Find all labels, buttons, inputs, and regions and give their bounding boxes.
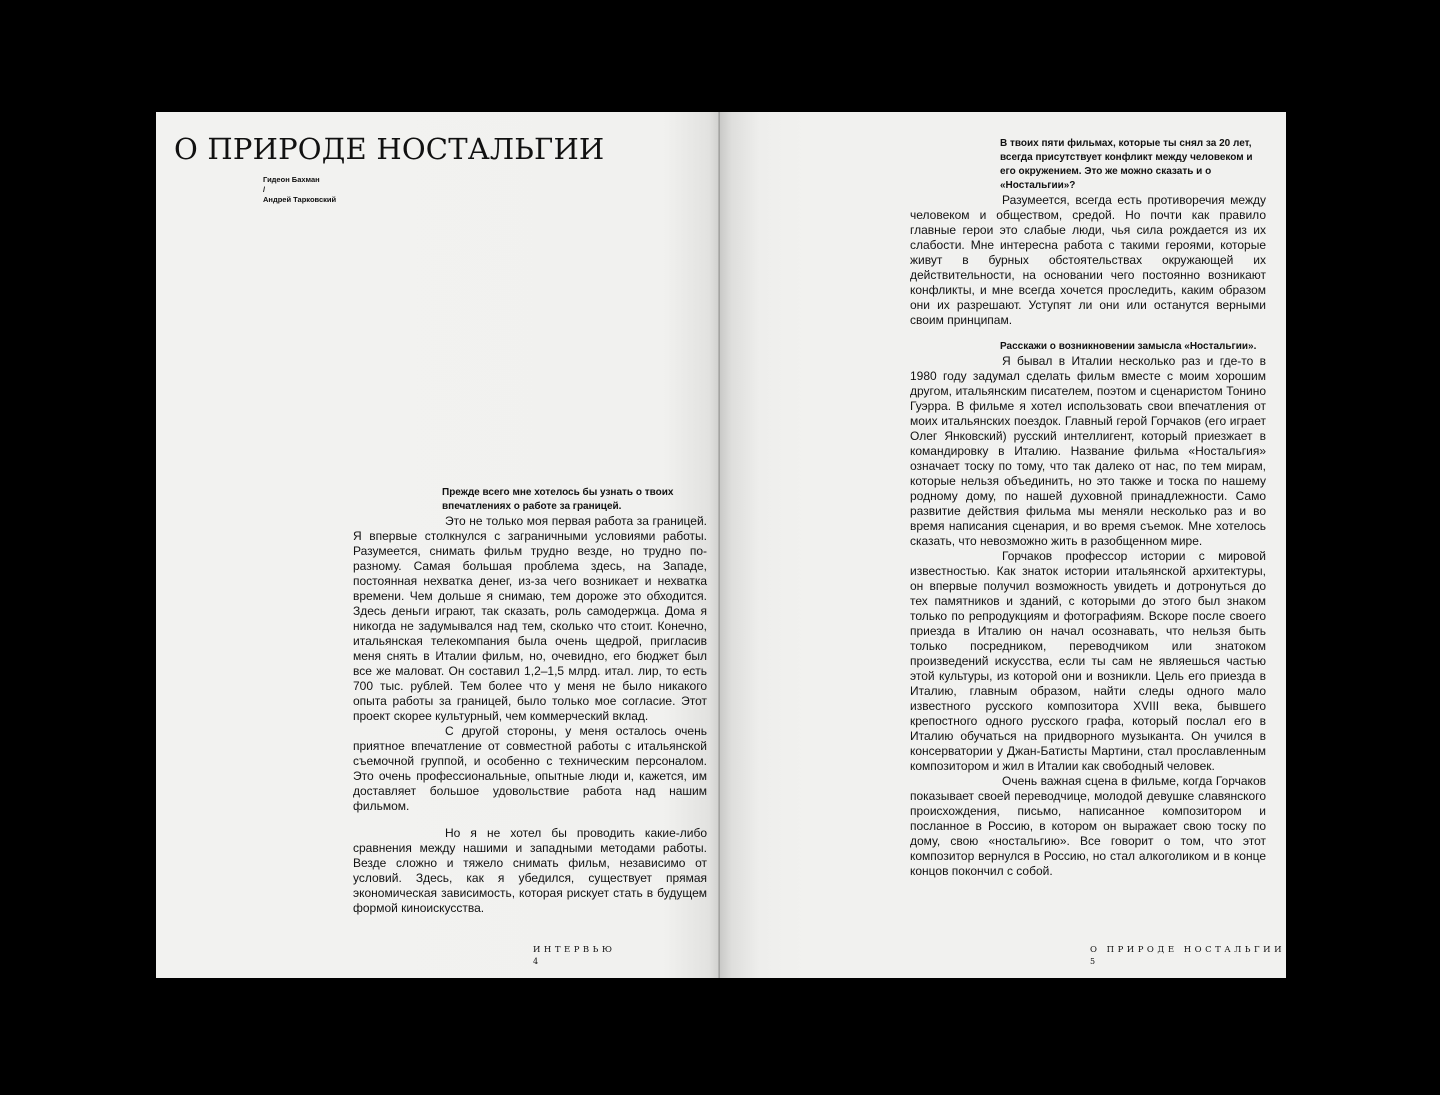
paragraph: Это не только моя первая работа за границей. Я впервые столкнулся с заграничными условиями работы. Разумеется, снимать фильм трудно везде, но трудно по-разному. Самая большая проблема здесь, на Западе, постоянная нехватка денег, из-за чего возникает и нехватка времени. Чем дольше я снимаю, тем дороже это обходится. Здесь деньги играют, так сказать, роль самодержца. Дома я никогда не задумывался над тем, сколько что стоит. Конечно, итальянская телекомпания была очень щедрой, пригласив меня снять в Италии фильм, но, очевидно, его бюджет был все же маловат. Он составил 1,2–1,5 млрд. итал. лир, то есть 700 тыс. рублей. Тем более что у меня не было никакого опыта работы за границей, было только мое согласие. Этот проект скорее культурный, чем коммерческий вклад. (353, 514, 707, 723)
byline-interviewer: Гидеон Бахман (263, 175, 320, 184)
left-page (156, 112, 720, 978)
paragraph: Но я не хотел бы проводить какие-либо сравнения между нашими и западными методами работы. Везде сложно и тяжело снимать фильм, независимо от условий. Здесь, как я убедился, существует прямая экономическая зависимость, которая рискует стать в будущем формой киноискусства. (353, 826, 707, 915)
question: Расскажи о возникновении замысла «Ностальгии». (1000, 341, 1257, 352)
page-number: 4 (533, 957, 539, 966)
paragraph: Очень важная сцена в фильме, когда Горчаков показывает своей переводчице, молодой девушке славянского происхождения, письмо, написанное композитором и посланное в Россию, в котором он выражает свою тоску по дому, свою «ностальгию». Все говорит о том, что этот композитор вернулся в Россию, но стал алкоголиком и в конце концов покончил с собой. (910, 774, 1266, 878)
paragraph: Горчаков профессор истории с мировой известностью. Как знаток истории итальянской архитектуры, он впервые получил возможность увидеть и дотронуться до тех памятников и зданий, с которыми до этого был знаком только по репродукциям и фотографиям. Вскоре после своего приезда в Италию он начал осознавать, что нельзя быть только посредником, переводчиком или знатоком произведений искусства, если ты сам не являешься частью этой культуры, из которой они и возникли. Цель его приезда в Италию, главным образом, найти следы одного мало известного русского композитора XVIII века, бывшего крепостного одного русского графа, который послал его в Италию обучаться на придворного музыканта. Он учился в консерватории у Джан-Батисты Мартини, стал прославленным композитором и жил в Италии как свободный человек. (910, 549, 1266, 773)
page-number: 5 (1090, 957, 1096, 966)
question: Прежде всего мне хотелось бы узнать о твоих впечатлениях о работе за границей. (442, 487, 674, 512)
right-page (720, 112, 1286, 978)
byline (263, 175, 336, 205)
page-title: О ПРИРОДЕ НОСТАЛЬГИИ (174, 132, 605, 166)
paragraph: С другой стороны, у меня осталось очень приятное впечатление от совместной работы с итальянской съемочной группой, и особенно с техническим персоналом. Это очень профессиональные, опытные люди и, кажется, им доставляет большое удовольствие работа над нашим фильмом. (353, 724, 707, 813)
paragraph: Я бывал в Италии несколько раз и где-то в 1980 году задумал сделать фильм вместе с моим хорошим другом, итальянским писателем, поэтом и сценаристом Тонино Гуэрра. В фильме я хотел использовать свои впечатления от моих итальянских поездок. Главный герой Горчаков (его играет Олег Янковский) русский интеллигент, который приезжает в командировку в Италию. Название фильма «Ностальгия» означает тоску по тому, что так далеко от нас, по тем мирам, которые нельзя объединить, но это также и тоска по нашему родному дому, по нашей духовной принадлежности. Само развитие действия фильма мы меняли несколько раз и во время написания сценария, и во время съемок. Мне хотелось сказать, что невозможно жить в разобщенном мире. (910, 354, 1266, 548)
question: В твоих пяти фильмах, которые ты снял за 20 лет, всегда присутствует конфликт между человеком и его окружением. Это же можно сказать и о «Ностальгии»? (1000, 138, 1253, 191)
byline-separator: / (263, 185, 266, 194)
right-footer (1090, 944, 1285, 968)
running-head: ИНТЕРВЬЮ (533, 945, 616, 955)
running-head: О ПРИРОДЕ НОСТАЛЬГИИ (1090, 945, 1285, 955)
byline-subject: Андрей Тарковский (263, 195, 337, 204)
left-article-text (353, 486, 707, 916)
right-article-text (910, 137, 1266, 879)
left-footer (533, 944, 616, 968)
paragraph: Разумеется, всегда есть противоречия между человеком и обществом, средой. Но почти как правило главные герои это слабые люди, чья сила рождается из их слабости. Мне интересна работа с такими героями, которые живут в бурных обстоятельствах окружающей их действительности, на основании чего постоянно возникают конфликты, и мне всегда хочется проследить, каким образом они их разрешают. Уступят ли они или останутся верными своим принципам. (910, 193, 1266, 327)
